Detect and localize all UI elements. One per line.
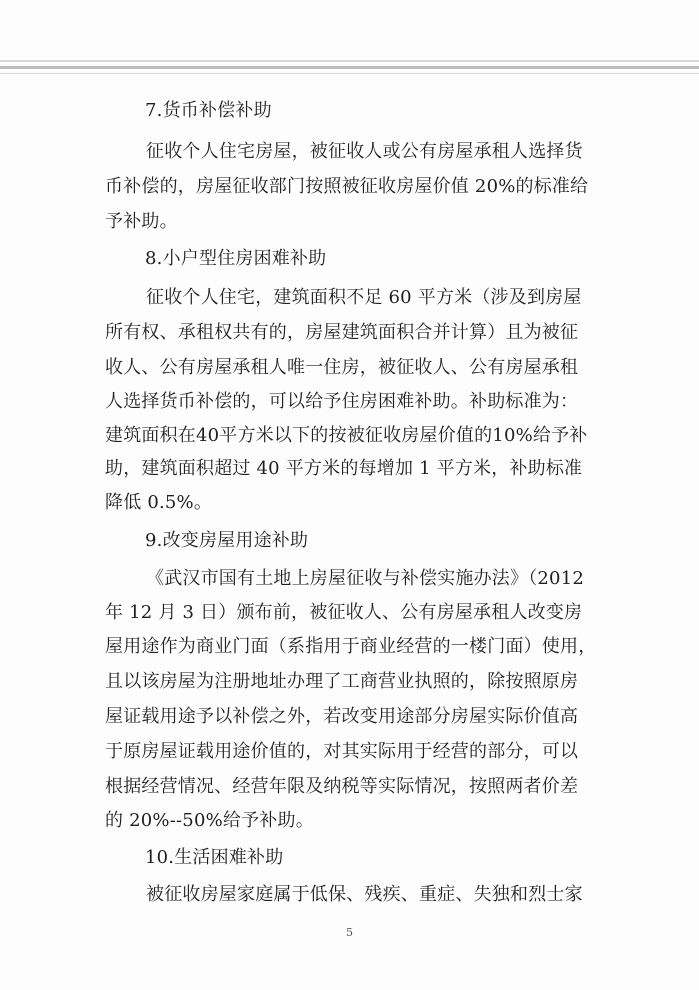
section-heading: 10.生活困难补助 xyxy=(145,847,284,868)
section-heading: 9.改变房屋用途补助 xyxy=(145,530,309,551)
paragraph-line: 降低 0.5%。 xyxy=(105,492,213,513)
paragraph-line: 助，建筑面积超过 40 平方米的每增加 1 平方米，补助标准 xyxy=(105,458,583,479)
paragraph-line: 被征收房屋家庭属于低保、残疾、重症、失独和烈士家 xyxy=(146,884,583,905)
paragraph-line: 征收个人住宅，建筑面积不足 60 平方米（涉及到房屋 xyxy=(146,287,582,308)
paragraph-line: 且以该房屋为注册地址办理了工商营业执照的，除按照原房 xyxy=(105,671,579,692)
paragraph-line: 年 12 月 3 日）颁布前，被征收人、公有房屋承租人改变房 xyxy=(105,602,583,623)
header-rule xyxy=(0,60,699,62)
paragraph-line: 于原房屋证载用途价值的，对其实际用于经营的部分，可以 xyxy=(105,741,579,762)
page-number: 5 xyxy=(346,926,353,939)
paragraph-line: 收人、公有房屋承租人唯一住房，被征收人、公有房屋承租 xyxy=(105,357,579,378)
paragraph-line: 征收个人住宅房屋，被征收人或公有房屋承租人选择货 xyxy=(146,141,583,162)
paragraph-line: 人选择货币补偿的，可以给予住房困难补助。补助标准为： xyxy=(105,391,579,412)
paragraph-line: 根据经营情况、经营年限及纳税等实际情况，按照两者价差 xyxy=(105,776,579,797)
paragraph-line: 建筑面积在40平方米以下的按被征收房屋价值的10%给予补 xyxy=(105,425,588,446)
paragraph-line: 予补助。 xyxy=(105,211,178,232)
header-rule xyxy=(0,73,699,74)
section-heading: 7.货币补偿补助 xyxy=(145,100,272,121)
section-heading: 8.小户型住房困难补助 xyxy=(145,248,327,269)
paragraph-line: 屋用途作为商业门面（系指用于商业经营的一楼门面）使用， xyxy=(105,636,597,657)
paragraph-line: 屋证载用途予以补偿之外，若改变用途部分房屋实际价值高 xyxy=(105,706,579,727)
paragraph-line: 所有权、承租权共有的，房屋建筑面积合并计算）且为被征 xyxy=(105,322,579,343)
paragraph-line: 《武汉市国有土地上房屋征收与补偿实施办法》（2012 xyxy=(146,568,585,589)
paragraph-line: 币补偿的，房屋征收部门按照被征收房屋价值 20%的标准给 xyxy=(105,176,589,197)
header-rule xyxy=(0,66,699,69)
paragraph-line: 的 20%--50%给予补助。 xyxy=(105,810,314,831)
